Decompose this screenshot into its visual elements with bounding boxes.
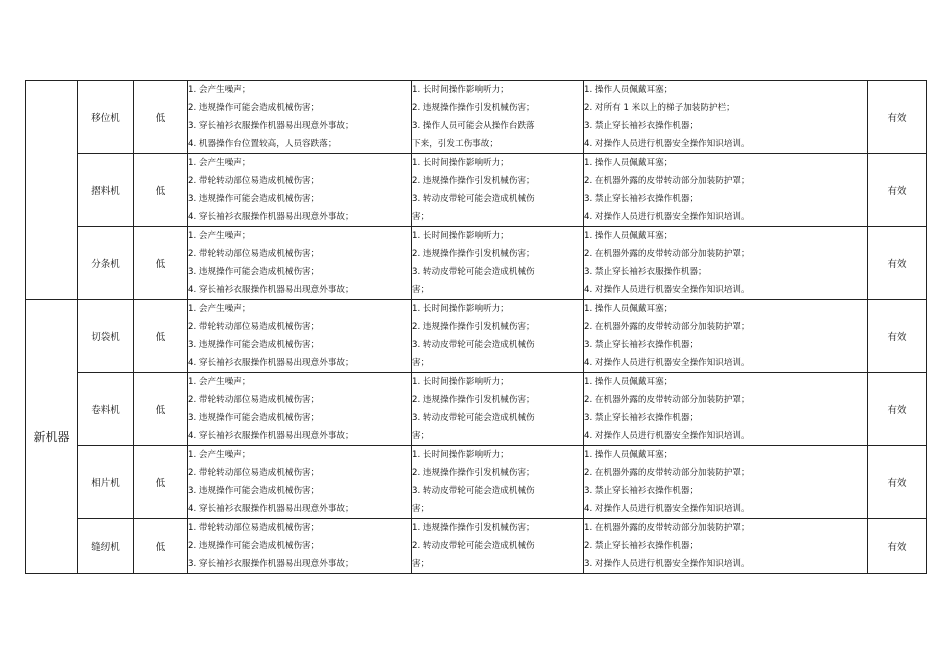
control-measure-line: 2. 在机器外露的皮带转动部分加装防护罩； bbox=[584, 322, 750, 332]
risk-level-cell: 低 bbox=[134, 373, 188, 446]
hazard-line: 1. 会产生噪声； bbox=[188, 377, 251, 387]
consequence-line: 1. 长时间操作影响听力； bbox=[412, 158, 509, 168]
control-measure-line: 2. 在机器外露的皮带转动部分加装防护罩； bbox=[584, 468, 750, 478]
machine-name-cell: 摺料机 bbox=[78, 154, 134, 227]
effectiveness-cell: 有效 bbox=[868, 154, 927, 227]
consequence-line: 3. 转动皮带轮可能会造成机械伤 bbox=[412, 267, 535, 277]
hazard-list-cell bbox=[188, 446, 412, 519]
consequence-line: 1. 长时间操作影响听力； bbox=[412, 377, 509, 387]
table-row bbox=[26, 81, 927, 154]
control-measure-list-cell bbox=[584, 373, 868, 446]
hazard-list-cell bbox=[188, 519, 412, 574]
hazard-line: 1. 会产生噪声； bbox=[188, 231, 251, 241]
hazard-line: 1. 会产生噪声； bbox=[188, 85, 251, 95]
hazard-line: 4. 穿长袖衫衣服操作机器易出现意外事故； bbox=[188, 431, 354, 441]
table-row bbox=[26, 373, 927, 446]
consequence-list-cell bbox=[412, 300, 584, 373]
hazard-line: 4. 穿长袖衫衣服操作机器易出现意外事故； bbox=[188, 358, 354, 368]
control-measure-line: 4. 对操作人员进行机器安全操作知识培训。 bbox=[584, 212, 750, 222]
risk-assessment-table bbox=[25, 80, 927, 574]
control-measure-line: 4. 对操作人员进行机器安全操作知识培训。 bbox=[584, 504, 750, 514]
control-measure-line: 3. 禁止穿长袖衫衣操作机器； bbox=[584, 340, 699, 350]
control-measure-line: 4. 对操作人员进行机器安全操作知识培训。 bbox=[584, 139, 750, 149]
hazard-list-cell bbox=[188, 154, 412, 227]
table-row bbox=[26, 154, 927, 227]
consequence-list-cell bbox=[412, 81, 584, 154]
control-measure-line: 1. 在机器外露的皮带转动部分加装防护罩； bbox=[584, 523, 750, 533]
machine-name-cell: 分条机 bbox=[78, 227, 134, 300]
control-measure-line: 1. 操作人员佩戴耳塞； bbox=[584, 450, 673, 460]
control-measure-line: 2. 在机器外露的皮带转动部分加装防护罩； bbox=[584, 395, 750, 405]
effectiveness-cell: 有效 bbox=[868, 227, 927, 300]
hazard-line: 2. 违规操作可能会造成机械伤害； bbox=[188, 541, 320, 551]
risk-level-cell: 低 bbox=[134, 446, 188, 519]
hazard-line: 1. 会产生噪声； bbox=[188, 450, 251, 460]
machine-name-cell: 卷料机 bbox=[78, 373, 134, 446]
consequence-line: 3. 转动皮带轮可能会造成机械伤 bbox=[412, 340, 535, 350]
control-measure-line: 1. 操作人员佩戴耳塞； bbox=[584, 304, 673, 314]
consequence-list-cell bbox=[412, 373, 584, 446]
hazard-line: 4. 机器操作台位置较高，人员容跌落； bbox=[188, 139, 337, 149]
hazard-line: 1. 会产生噪声； bbox=[188, 304, 251, 314]
control-measure-list-cell bbox=[584, 519, 868, 574]
hazard-line: 3. 违规操作可能会造成机械伤害； bbox=[188, 486, 320, 496]
machine-group-cell bbox=[26, 81, 78, 300]
control-measure-line: 1. 操作人员佩戴耳塞； bbox=[584, 377, 673, 387]
consequence-line: 2. 转动皮带轮可能会造成机械伤 bbox=[412, 541, 535, 551]
hazard-line: 2. 带轮转动部位易造成机械伤害； bbox=[188, 395, 320, 405]
consequence-line: 1. 长时间操作影响听力； bbox=[412, 304, 509, 314]
table-row bbox=[26, 519, 927, 574]
consequence-line: 3. 转动皮带轮可能会造成机械伤 bbox=[412, 194, 535, 204]
control-measure-line: 3. 禁止穿长袖衫衣操作机器； bbox=[584, 486, 699, 496]
risk-level-cell: 低 bbox=[134, 154, 188, 227]
control-measure-line: 1. 操作人员佩戴耳塞； bbox=[584, 158, 673, 168]
hazard-line: 3. 违规操作可能会造成机械伤害； bbox=[188, 267, 320, 277]
consequence-line: 1. 长时间操作影响听力； bbox=[412, 231, 509, 241]
hazard-line: 4. 穿长袖衫衣服操作机器易出现意外事故； bbox=[188, 504, 354, 514]
hazard-line: 3. 违规操作可能会造成机械伤害； bbox=[188, 194, 320, 204]
control-measure-line: 1. 操作人员佩戴耳塞； bbox=[584, 85, 673, 95]
control-measure-list-cell bbox=[584, 300, 868, 373]
table-row bbox=[26, 446, 927, 519]
control-measure-line: 2. 禁止穿长袖衫衣操作机器； bbox=[584, 541, 699, 551]
control-measure-line: 2. 在机器外露的皮带转动部分加装防护罩； bbox=[584, 249, 750, 259]
control-measure-line: 2. 在机器外露的皮带转动部分加装防护罩； bbox=[584, 176, 750, 186]
hazard-line: 2. 带轮转动部位易造成机械伤害； bbox=[188, 176, 320, 186]
consequence-list-cell bbox=[412, 446, 584, 519]
effectiveness-cell: 有效 bbox=[868, 81, 927, 154]
consequence-line: 害； bbox=[412, 559, 430, 569]
control-measure-line: 2. 对所有 1 米以上的梯子加装防护栏； bbox=[584, 103, 735, 113]
machine-name-cell: 缝纫机 bbox=[78, 519, 134, 574]
machine-name-cell: 切袋机 bbox=[78, 300, 134, 373]
effectiveness-cell: 有效 bbox=[868, 300, 927, 373]
control-measure-line: 4. 对操作人员进行机器安全操作知识培训。 bbox=[584, 285, 750, 295]
consequence-line: 害； bbox=[412, 504, 430, 514]
hazard-line: 2. 带轮转动部位易造成机械伤害； bbox=[188, 322, 320, 332]
consequence-line: 2. 违规操作操作引发机械伤害； bbox=[412, 103, 535, 113]
hazard-line: 4. 穿长袖衫衣服操作机器易出现意外事故； bbox=[188, 285, 354, 295]
consequence-line: 害； bbox=[412, 285, 430, 295]
table-row bbox=[26, 300, 927, 373]
hazard-line: 3. 违规操作可能会造成机械伤害； bbox=[188, 340, 320, 350]
consequence-line: 2. 违规操作操作引发机械伤害； bbox=[412, 468, 535, 478]
consequence-line: 3. 转动皮带轮可能会造成机械伤 bbox=[412, 486, 535, 496]
consequence-list-cell bbox=[412, 227, 584, 300]
hazard-line: 3. 违规操作可能会造成机械伤害； bbox=[188, 413, 320, 423]
machine-group-cell: 新机器 bbox=[26, 300, 78, 574]
control-measure-list-cell bbox=[584, 446, 868, 519]
hazard-line: 2. 带轮转动部位易造成机械伤害； bbox=[188, 468, 320, 478]
control-measure-list-cell bbox=[584, 227, 868, 300]
table-body bbox=[26, 81, 927, 574]
hazard-line: 2. 带轮转动部位易造成机械伤害； bbox=[188, 249, 320, 259]
consequence-line: 3. 操作人员可能会从操作台跌落 bbox=[412, 121, 535, 131]
consequence-line: 2. 违规操作操作引发机械伤害； bbox=[412, 249, 535, 259]
table-row bbox=[26, 227, 927, 300]
control-measure-list-cell bbox=[584, 81, 868, 154]
hazard-line: 1. 会产生噪声； bbox=[188, 158, 251, 168]
control-measure-line: 4. 对操作人员进行机器安全操作知识培训。 bbox=[584, 431, 750, 441]
consequence-line: 1. 长时间操作影响听力； bbox=[412, 85, 509, 95]
hazard-line: 4. 穿长袖衫衣服操作机器易出现意外事故； bbox=[188, 212, 354, 222]
hazard-line: 3. 穿长袖衫衣服操作机器易出现意外事故； bbox=[188, 559, 354, 569]
consequence-line: 下来，引发工伤事故； bbox=[412, 139, 498, 149]
hazard-list-cell bbox=[188, 300, 412, 373]
consequence-line: 害； bbox=[412, 431, 430, 441]
consequence-line: 2. 违规操作操作引发机械伤害； bbox=[412, 395, 535, 405]
risk-level-cell: 低 bbox=[134, 81, 188, 154]
hazard-line: 1. 带轮转动部位易造成机械伤害； bbox=[188, 523, 320, 533]
risk-level-cell: 低 bbox=[134, 227, 188, 300]
consequence-list-cell bbox=[412, 154, 584, 227]
hazard-list-cell bbox=[188, 373, 412, 446]
consequence-list-cell bbox=[412, 519, 584, 574]
consequence-line: 害； bbox=[412, 358, 430, 368]
risk-level-cell: 低 bbox=[134, 300, 188, 373]
consequence-line: 1. 长时间操作影响听力； bbox=[412, 450, 509, 460]
hazard-list-cell bbox=[188, 81, 412, 154]
machine-name-cell: 移位机 bbox=[78, 81, 134, 154]
control-measure-line: 3. 禁止穿长袖衫衣操作机器； bbox=[584, 194, 699, 204]
control-measure-line: 3. 禁止穿长袖衫衣服操作机器； bbox=[584, 267, 707, 277]
control-measure-line: 3. 对操作人员进行机器安全操作知识培训。 bbox=[584, 559, 750, 569]
control-measure-line: 3. 禁止穿长袖衫衣操作机器； bbox=[584, 121, 699, 131]
control-measure-line: 4. 对操作人员进行机器安全操作知识培训。 bbox=[584, 358, 750, 368]
control-measure-line: 3. 禁止穿长袖衫衣操作机器； bbox=[584, 413, 699, 423]
effectiveness-cell: 有效 bbox=[868, 446, 927, 519]
risk-level-cell: 低 bbox=[134, 519, 188, 574]
effectiveness-cell: 有效 bbox=[868, 373, 927, 446]
machine-name-cell: 相片机 bbox=[78, 446, 134, 519]
hazard-list-cell bbox=[188, 227, 412, 300]
control-measure-line: 1. 操作人员佩戴耳塞； bbox=[584, 231, 673, 241]
consequence-line: 2. 违规操作操作引发机械伤害； bbox=[412, 176, 535, 186]
effectiveness-cell: 有效 bbox=[868, 519, 927, 574]
hazard-line: 2. 违规操作可能会造成机械伤害； bbox=[188, 103, 320, 113]
hazard-line: 3. 穿长袖衫衣服操作机器易出现意外事故； bbox=[188, 121, 354, 131]
consequence-line: 2. 违规操作操作引发机械伤害； bbox=[412, 322, 535, 332]
consequence-line: 1. 违规操作操作引发机械伤害； bbox=[412, 523, 535, 533]
consequence-line: 害； bbox=[412, 212, 430, 222]
control-measure-list-cell bbox=[584, 154, 868, 227]
consequence-line: 3. 转动皮带轮可能会造成机械伤 bbox=[412, 413, 535, 423]
